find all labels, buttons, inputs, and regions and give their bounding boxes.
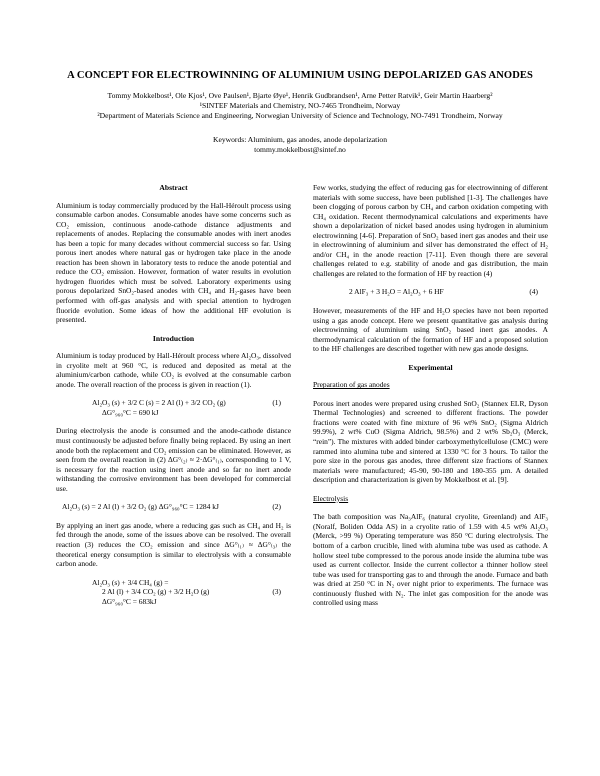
subheading-gas-anodes: Preparation of gas anodes xyxy=(313,380,390,390)
equation-2 xyxy=(56,502,291,512)
equation-3-number: (3) xyxy=(272,587,281,597)
subheading-electrolysis: Electrolysis xyxy=(313,493,349,503)
paper-title: A CONCEPT FOR ELECTROWINNING OF ALUMINIUM USING DEPOLARIZED GAS ANODES xyxy=(67,70,533,81)
affiliation-1: ¹SINTEF Materials and Chemistry, NO-7465 Trondheim, Norway xyxy=(199,101,401,111)
abstract-text: Aluminium is today commercially produced by the Hall-Héroult process using consumable carbon anodes. Consumable anodes have some concerns such as CO₂ emission, continuous anode-cathode distance adjustments and replacements of anodes. Replacing the consumable anodes with inert anodes has been a topic for many decades without commercial success so far. Using porous inert anodes where natural gas or hydrogen take place in the anode reaction has been shown in laboratory tests to reduce the anode potential and reduce the CO₂ emission. However, formation of water results in evolution hydrogen fluorides which must be solved. Laboratory experiments using porous depolarized SnO₂-based anodes with CH₄ and H₂-gases have been performed with off-gas analysis and with special attention to hydrogen fluoride evolution. Some ideas of how the additional HF evolution is presented. xyxy=(56,200,291,325)
left-column xyxy=(56,183,291,615)
contact-email: tommy.mokkelbost@sintef.no xyxy=(254,145,346,155)
equation-1 xyxy=(56,398,291,417)
equation-2-line: Al₂O₃ (s) = 2 Al (l) + 3/2 O₂ (g) ΔG°₉₆₀°C = 1284 kJ xyxy=(62,502,219,512)
affiliation-2: ²Department of Materials Science and Engineering, Norwegian University of Science and Technology, NO-7491 Trondheim, Norway xyxy=(97,111,503,121)
equation-3-line-1: Al₂O₃ (s) + 3/4 CH₄ (g) = xyxy=(92,577,169,587)
author-block xyxy=(30,91,570,122)
equation-1-line-1: Al₂O₃ (s) + 3/2 C (s) = 2 Al (l) + 3/2 CO₂ (g) xyxy=(92,398,226,408)
equation-3-line-2: 2 Al (l) + 3/4 CO₂ (g) + 3/2 H₂O (g) xyxy=(102,587,210,597)
equation-3 xyxy=(56,578,291,607)
right-paragraph-1: Few works, studying the effect of reducing gas for electrowinning of different materials with some success, have been published [1-3]. The challenges have been clogging of porous carbon by CH₄ and carbon oxidation competing with CH₄ oxidation. Recent thermodynamical calculations and experiments have shown a depolarization of nickel based anodes using hydrogen in aluminium electrowinning [4-6]. Preparation of SnO₂ based inert gas anodes and their use in electrowinning of aluminium and silver has demonstrated the effect of H₂ and/or CH₄ in the anode reaction [7-11]. Even though there are several challenges related to e.g. stability of anode and gas distribution, the main challenges are related to the formation of HF by reaction (4) xyxy=(313,183,548,278)
right-paragraph-4: The bath composition was Na₃AlF₆ (natural cryolite, Greenland) and AlF₃ (Noralf, Boliden Odda AS) in a cryolite ratio of 1.59 with 4.5 wt% Al₂O₃ (Merck, >99 %) Operating temperature was 850 °C during electrolysis. The bottom of a carbon crucible, lined with alumina tube was used as cathode. A hollow steel tube compressed to the porous anode inside the alumina tube was used as current collector. Inside the current collector a thinner hollow steel tube was used for transporting gas to and through the anode. Furnace and bath was dried at 250 °C in N₂ over night prior to experiments. The furnace was continuously flushed with N₂. The inlet gas composition for the anode was controlled using mass xyxy=(313,512,548,608)
keywords-block xyxy=(30,135,570,155)
introduction-heading: Introduction xyxy=(152,333,195,343)
right-column xyxy=(313,183,548,617)
equation-4-number: (4) xyxy=(529,287,538,297)
keywords: Keywords: Aluminium, gas anodes, anode depolarization xyxy=(213,135,387,144)
equation-4 xyxy=(313,287,548,297)
intro-paragraph-3: By applying an inert gas anode, where a reducing gas such as CH₄ and H₂ is fed through the anode, some of the issues above can be resolved. The overall reaction (3) reduces the CO₂ emission and since ΔG°₍₁₎ ≈ ΔG°₍₃₎ the theoretical energy consumption is similar to electrolysis with a consumable carbon anode. xyxy=(56,520,291,569)
right-paragraph-3: Porous inert anodes were prepared using crushed SnO₂ (Stannex ELR, Dyson Thermal Technologies) and screened to different fractions. The powder fractions were coated with fine mixture of 96 wt% SnO₂ (Sigma Aldrich 99.9%), 2 wt% CuO (Sigma Aldrich, 98.5%) and 2 wt% Sb₂O₃ (Merck, “rein”). The mixtures with added binder carboxymethylcellulose (CMC) were rammed into alumina tube and sintered at 1330 °C for 3 hours. To tailor the pore size in the porous gas anodes, three different size fractions of Stannex materials were manufactured; 45-90, 90-180 and 180-355 µm. A detailed description and characterization is given by Mokkelbost et al. [9]. xyxy=(313,398,548,485)
equation-4-line: 2 AlF₃ + 3 H₂O = Al₂O₃ + 6 HF xyxy=(349,287,444,297)
equation-1-number: (1) xyxy=(272,398,281,408)
equation-2-number: (2) xyxy=(272,502,281,512)
intro-paragraph-1: Aluminium is today produced by Hall-Héroult process where Al₂O₃, dissolved in cryolite melt at 960 °C, is reduced and deposited as metal at the aluminium/carbon cathode, while CO₂ is evolved at the consumable carbon anode. The overall reaction of the process is given in reaction (1). xyxy=(56,351,291,389)
equation-1-line-2: ΔG°₉₆₀°C = 690 kJ xyxy=(102,407,159,417)
intro-paragraph-2: During electrolysis the anode is consumed and the anode-cathode distance must continuously be adjusted before finally being replaced. By using an inert anode both the replacement and CO₂ emission can be eliminated. However, as seen from the overall reaction in (2) ΔG°₍₂₎ ≈ 2·ΔG°₍₁₎, corresponding to 1 V, is necessary for the reaction using inert anode and so far no inert anode withstanding the corrosive environment has been developed for commercial use. xyxy=(56,426,291,493)
equation-3-line-3: ΔG°₉₆₀°C = 683kJ xyxy=(102,596,157,606)
abstract-heading: Abstract xyxy=(159,183,188,192)
author-list: Tommy Mokkelbost¹, Ole Kjos¹, Ove Paulsen¹, Bjarte Øye¹, Henrik Gudbrandsen¹, Arne Petter Ratvik¹, Geir Martin Haarberg² xyxy=(107,91,493,100)
experimental-heading: Experimental xyxy=(408,362,453,372)
right-paragraph-2: However, measurements of the HF and H₂O species have not been reported using a gas anode concept. Here we present quantitative gas analysis during electrowinning of aluminium using SnO₂ based inert gas anodes. A thermodynamical calculation of the formation of HF and a proposed solution to the HF challenges are described together with new gas anode designs. xyxy=(313,306,548,354)
